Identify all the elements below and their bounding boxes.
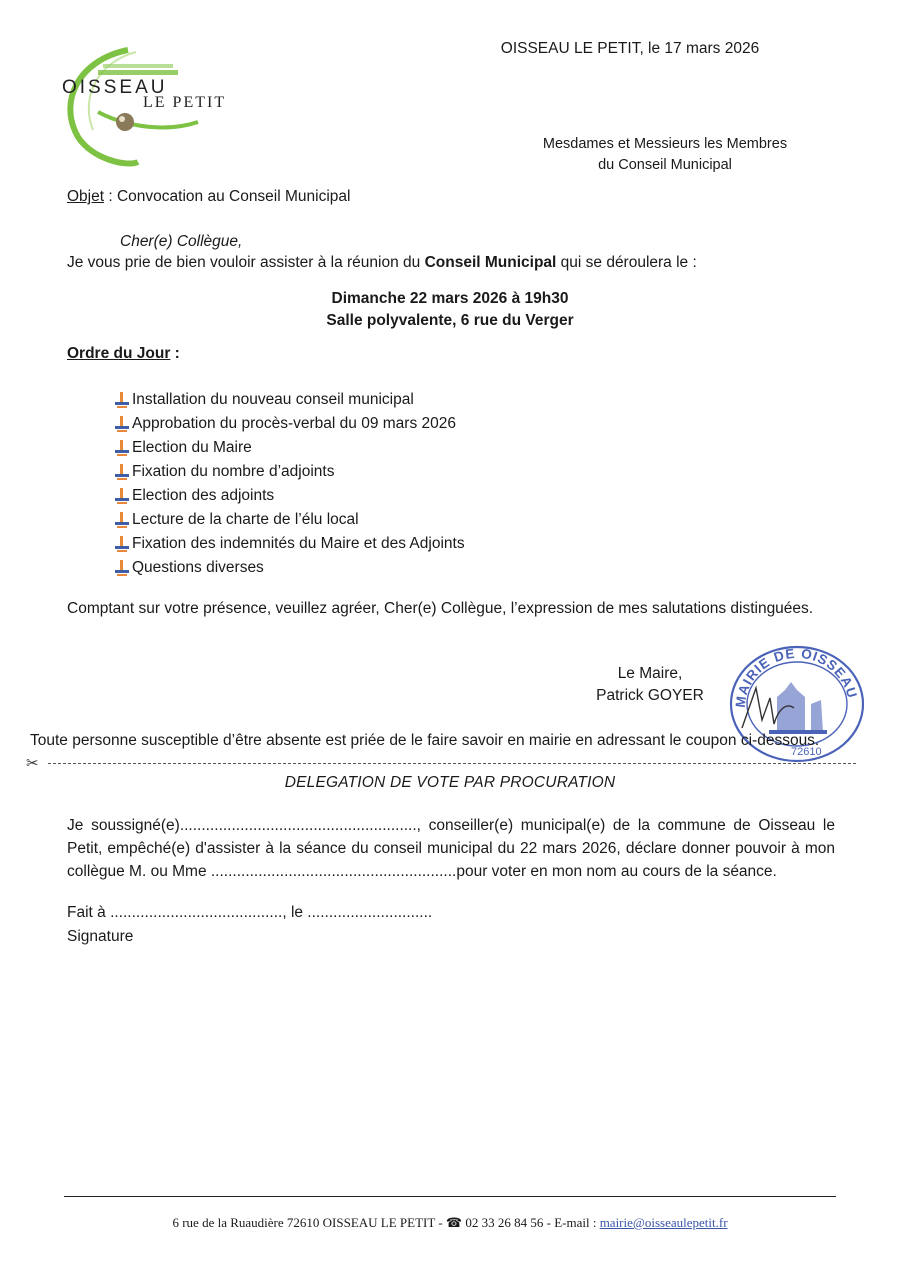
footer-phone: 02 33 26 84 56 - E-mail : xyxy=(462,1215,600,1230)
cut-line xyxy=(26,755,856,771)
closing-paragraph: Comptant sur votre présence, veuillez agréer, Cher(e) Collègue, l’expression de mes salutations distinguées. xyxy=(67,600,814,617)
agenda-item: Fixation des indemnités du Maire et des Adjoints xyxy=(112,532,465,556)
subject-line xyxy=(67,188,350,206)
footer-divider xyxy=(64,1196,836,1197)
arrow-bullet-icon xyxy=(112,438,132,458)
meeting-place: Salle polyvalente, 6 rue du Verger xyxy=(326,312,574,329)
place-date: OISSEAU LE PETIT, le 17 mars 2026 xyxy=(500,40,760,57)
meeting-details xyxy=(0,288,900,332)
scissors-icon: ✂ xyxy=(26,755,39,772)
agenda-item: Election des adjoints xyxy=(112,484,465,508)
stamp-text: MAIRIE DE OISSEAU xyxy=(732,645,861,709)
agenda-item: Fixation du nombre d’adjoints xyxy=(112,460,465,484)
proxy-title: DELEGATION DE VOTE PAR PROCURATION xyxy=(284,774,616,791)
dashed-divider xyxy=(48,763,856,764)
footer-contact xyxy=(0,1215,900,1231)
salutation: Cher(e) Collègue, xyxy=(120,233,243,250)
signature-block xyxy=(575,663,725,707)
intro-paragraph: Je vous prie de bien vouloir assister à la réunion du Conseil Municipal qui se déroulera le : xyxy=(67,254,697,271)
mayor-signature xyxy=(712,680,802,740)
logo-text-main: OISSEAU xyxy=(62,77,168,98)
signer-title: Le Maire, xyxy=(617,665,683,682)
municipality-logo xyxy=(58,42,248,172)
proxy-place-date: Fait à ........................................, le ............................. xyxy=(67,904,433,921)
agenda-item: Election du Maire xyxy=(112,436,465,460)
recipient xyxy=(480,134,850,176)
logo-text-sub: LE PETIT xyxy=(143,94,227,111)
stamp-postcode: 72610 xyxy=(791,746,822,758)
agenda-heading: Ordre du Jour : xyxy=(67,345,180,362)
recipient-line-2: du Conseil Municipal xyxy=(598,157,732,173)
absence-note: Toute personne susceptible d’être absente est priée de le faire savoir en mairie en adressant le coupon ci-dessous. xyxy=(30,732,820,749)
signer-name: Patrick GOYER xyxy=(596,687,704,704)
email-link[interactable]: mairie@oisseaulepetit.fr xyxy=(599,1215,728,1230)
agenda-list xyxy=(112,388,465,580)
agenda-item: Lecture de la charte de l’élu local xyxy=(112,508,465,532)
arrow-bullet-icon xyxy=(112,462,132,482)
arrow-bullet-icon xyxy=(112,486,132,506)
agenda-item: Approbation du procès-verbal du 09 mars 2026 xyxy=(112,412,465,436)
subject-label: Objet xyxy=(67,188,105,205)
footer-address: 6 rue de la Ruaudière 72610 OISSEAU LE PETIT - xyxy=(172,1215,446,1230)
intro-bold: Conseil Municipal xyxy=(424,254,557,271)
subject-text: : Convocation au Conseil Municipal xyxy=(104,188,351,205)
proxy-signature-label: Signature xyxy=(67,928,134,945)
arrow-bullet-icon xyxy=(112,558,132,578)
arrow-bullet-icon xyxy=(112,534,132,554)
agenda-item: Installation du nouveau conseil municipal xyxy=(112,388,465,412)
arrow-bullet-icon xyxy=(112,390,132,410)
arrow-bullet-icon xyxy=(112,510,132,530)
meeting-date: Dimanche 22 mars 2026 à 19h30 xyxy=(331,290,569,307)
agenda-item: Questions diverses xyxy=(112,556,465,580)
recipient-line-1: Mesdames et Messieurs les Membres xyxy=(542,136,788,152)
arrow-bullet-icon xyxy=(112,414,132,434)
proxy-body: Je soussigné(e)......................................................., conseiller(e) municipal(e) de la commune de Oisseau le Petit, empêché(e) d'assister à la séance du conseil municipal du 22 mars 2026, déclare donner pouvoir à mon collègue M. ou Mme .........................................................pour voter en mon nom au cours de la séance. xyxy=(67,817,835,880)
phone-icon: ☎ xyxy=(445,1215,463,1230)
